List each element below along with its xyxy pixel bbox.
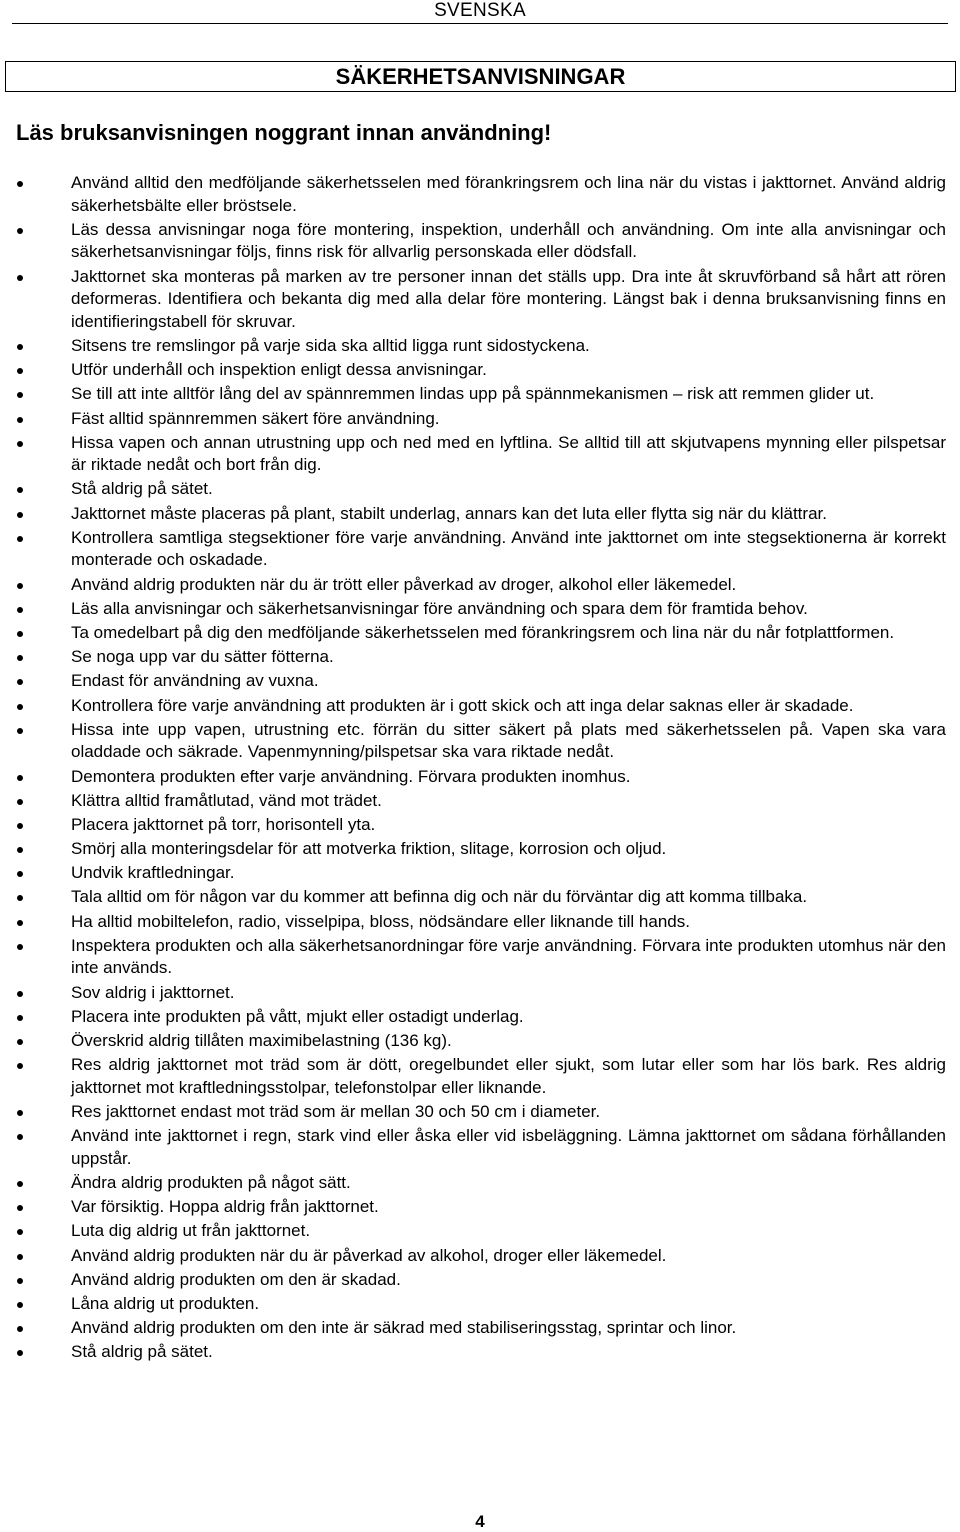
language-header: SVENSKA [434,0,526,21]
bullet-icon [17,1181,23,1187]
list-item-text: Utför underhåll och inspektion enligt dessa anvisningar. [71,360,487,380]
list-item [0,766,960,789]
bullet-icon [17,1134,23,1140]
list-item-text: Läs alla anvisningar och säkerhetsanvisningar före användning och spara dem för framtida behov. [71,598,808,618]
list-item [0,1054,960,1099]
bullet-icon [17,487,23,493]
list-item [0,1269,960,1292]
bullet-icon [17,655,23,661]
list-item-text: Inspektera produkten och alla säkerhetsanordningar före varje användning. Förvara inte produkten utomhus när den inte används. [71,935,946,978]
list-item-text: Sitsens tre remslingor på varje sida ska alltid ligga runt sidostyckena. [71,335,590,355]
list-item-text: Använd inte jakttornet i regn, stark vind eller åska eller vid isbeläggning. Lämna jakttornet om sådana förhållanden uppstår. [71,1126,946,1168]
page-title: SÄKERHETSANVISNINGAR [335,64,626,89]
list-item [0,790,960,813]
list-item [0,266,960,334]
list-item-text: Res aldrig jakttornet mot träd som är dött, oregelbundet eller sjukt, som lutar eller som har lös bark. Res aldrig jakttornet mot kraftledningsstolpar, telefonstolpar eller liknande. [71,1055,946,1097]
list-item [0,1220,960,1243]
bullet-icon [17,1254,23,1260]
list-item [0,503,960,526]
bullet-icon [17,441,23,447]
bullet-icon [17,181,23,187]
list-item-text: Kontrollera samtliga stegsektioner före varje användning. Använd inte jakttornet om inte stegsektionerna är korrekt monterade och oskadade. [71,527,946,570]
bullet-icon [17,344,23,350]
list-item-text: Placera inte produkten på vått, mjukt eller ostadigt underlag. [71,1006,524,1026]
list-item-text: Tala alltid om för någon var du kommer att befinna dig och när du förväntar dig att komma tillbaka. [71,887,808,907]
list-item-text: Använd aldrig produkten när du är trött eller påverkad av droger, alkohol eller läkemedel. [71,574,737,594]
bullet-icon [17,1015,23,1021]
bullet-icon [17,944,23,950]
list-item [0,1341,960,1364]
list-item-text: Använd aldrig produkten om den är skadad. [71,1269,401,1289]
list-item-text: Se till att inte alltför lång del av spännremmen lindas upp på spännmekanismen – risk att remmen glider ut. [71,384,875,404]
list-item-text: Sov aldrig i jakttornet. [71,982,235,1002]
list-item [0,982,960,1005]
bullet-icon [17,631,23,637]
list-item [0,646,960,669]
list-item-text: Demontera produkten efter varje användning. Förvara produkten inomhus. [71,766,631,786]
list-item-text: Använd aldrig produkten när du är påverkad av alkohol, droger eller läkemedel. [71,1245,667,1265]
bullet-icon [17,392,23,398]
list-item [0,1196,960,1219]
list-item-text: Klättra alltid framåtlutad, vänd mot trädet. [71,790,382,810]
list-item [0,359,960,382]
bullet-icon [17,1350,23,1356]
list-item-text: Stå aldrig på sätet. [71,1342,213,1362]
bullet-icon [17,679,23,685]
list-item [0,911,960,934]
list-item [0,598,960,621]
list-item-text: Smörj alla monteringsdelar för att motverka friktion, slitage, korrosion och oljud. [71,839,667,859]
bullet-icon [17,775,23,781]
bullet-icon [17,1205,23,1211]
bullet-icon [17,417,23,423]
list-item-text: Res jakttornet endast mot träd som är mellan 30 och 50 cm i diameter. [71,1101,601,1121]
bullet-icon [17,1278,23,1284]
bullet-icon [17,991,23,997]
list-item-text: Endast för användning av vuxna. [71,671,319,691]
bullet-icon [17,704,23,710]
bullet-icon [17,823,23,829]
list-item [0,527,960,572]
bullet-icon [17,1110,23,1116]
list-item [0,1293,960,1316]
bullet-icon [17,895,23,901]
title-box [5,61,956,92]
page-number: 4 [475,1512,485,1531]
bullet-icon [17,728,23,734]
bullet-icon [17,368,23,374]
list-item-text: Använd aldrig produkten om den inte är säkrad med stabiliseringsstag, sprintar och linor. [71,1318,737,1338]
list-item [0,935,960,980]
list-item [0,862,960,885]
bullet-icon [17,799,23,805]
list-item-text: Överskrid aldrig tillåten maximibelastning (136 kg). [71,1031,452,1050]
list-item-text: Ta omedelbart på dig den medföljande säkerhetsselen med förankringsrem och lina när du når fotplattformen. [71,623,895,642]
list-item-text: Luta dig aldrig ut från jakttornet. [71,1221,311,1241]
list-item [0,408,960,431]
list-item-text: Ändra aldrig produkten på något sätt. [71,1172,351,1192]
bullet-icon [17,607,23,613]
intro-heading: Läs bruksanvisningen noggrant innan användning! [16,120,552,145]
list-item [0,1101,960,1124]
safety-instructions-list [0,172,960,1365]
list-item-text: Kontrollera före varje användning att produkten är i gott skick och att inga delar saknas eller är skadade. [71,695,854,715]
list-item [0,432,960,477]
bullet-icon [17,1229,23,1235]
list-item [0,670,960,693]
list-item [0,1125,960,1170]
bullet-icon [17,536,23,542]
list-item-text: Placera jakttornet på torr, horisontell yta. [71,814,376,834]
bullet-icon [17,1302,23,1308]
list-item [0,814,960,837]
list-item [0,886,960,909]
list-item-text: Hissa inte upp vapen, utrustning etc. förrän du sitter säkert på plats med säkerhetsselen på. Vapen ska vara oladdade och säkrade. Vapenmynning/pilspetsar ska vara riktade nedåt. [71,719,946,762]
bullet-icon [17,1063,23,1069]
list-item-text: Hissa vapen och annan utrustning upp och ned med en lyftlina. Se alltid till att skjutvapens mynning eller pilspetsar är riktade nedåt och bort från dig. [71,432,946,475]
bullet-icon [17,847,23,853]
list-item [0,622,960,645]
list-item-text: Fäst alltid spännremmen säkert före användning. [71,408,440,428]
list-item-text: Stå aldrig på sätet. [71,479,213,499]
list-item-text: Läs dessa anvisningar noga före montering, inspektion, underhåll och användning. Om inte alla anvisningar och säkerhetsanvisningar följs, finns risk för allvarlig personskada eller dödsfall. [71,219,946,262]
list-item-text: Låna aldrig ut produkten. [71,1293,260,1313]
list-item-text: Se noga upp var du sätter fötterna. [71,647,334,667]
bullet-icon [17,920,23,926]
list-item-text: Jakttornet måste placeras på plant, stabilt underlag, annars kan det luta eller flytta sig när du klättrar. [71,503,827,523]
list-item-text: Använd alltid den medföljande säkerhetsselen med förankringsrem och lina när du vistas i jakttornet. Använd aldrig säkerhetsbälte eller bröstsele. [71,173,946,215]
bullet-icon [17,583,23,589]
list-item [0,695,960,718]
list-item [0,838,960,861]
list-item [0,1317,960,1340]
list-item [0,335,960,358]
list-item [0,172,960,217]
bullet-icon [17,275,23,281]
list-item [0,574,960,597]
bullet-icon [17,1326,23,1332]
bullet-icon [17,871,23,877]
list-item-text: Undvik kraftledningar. [71,863,235,883]
bullet-icon [17,1039,23,1045]
list-item [0,383,960,406]
list-item-text: Ha alltid mobiltelefon, radio, visselpipa, bloss, nödsändare eller liknande till hands. [71,911,690,931]
header-divider [12,23,948,24]
list-item-text: Jakttornet ska monteras på marken av tre personer innan det ställs upp. Dra inte åt skruvförband så hårt att rören deformeras. Identifiera och bekanta dig med alla delar före montering. Längst bak i denna bruksanvisning finns en identifieringstabell för skruvar. [71,266,946,331]
list-item [0,719,960,764]
list-item [0,478,960,501]
list-item [0,1030,960,1053]
bullet-icon [17,512,23,518]
list-item [0,219,960,264]
list-item [0,1172,960,1195]
list-item [0,1245,960,1268]
list-item [0,1006,960,1029]
bullet-icon [17,228,23,234]
list-item-text: Var försiktig. Hoppa aldrig från jakttornet. [71,1197,379,1217]
